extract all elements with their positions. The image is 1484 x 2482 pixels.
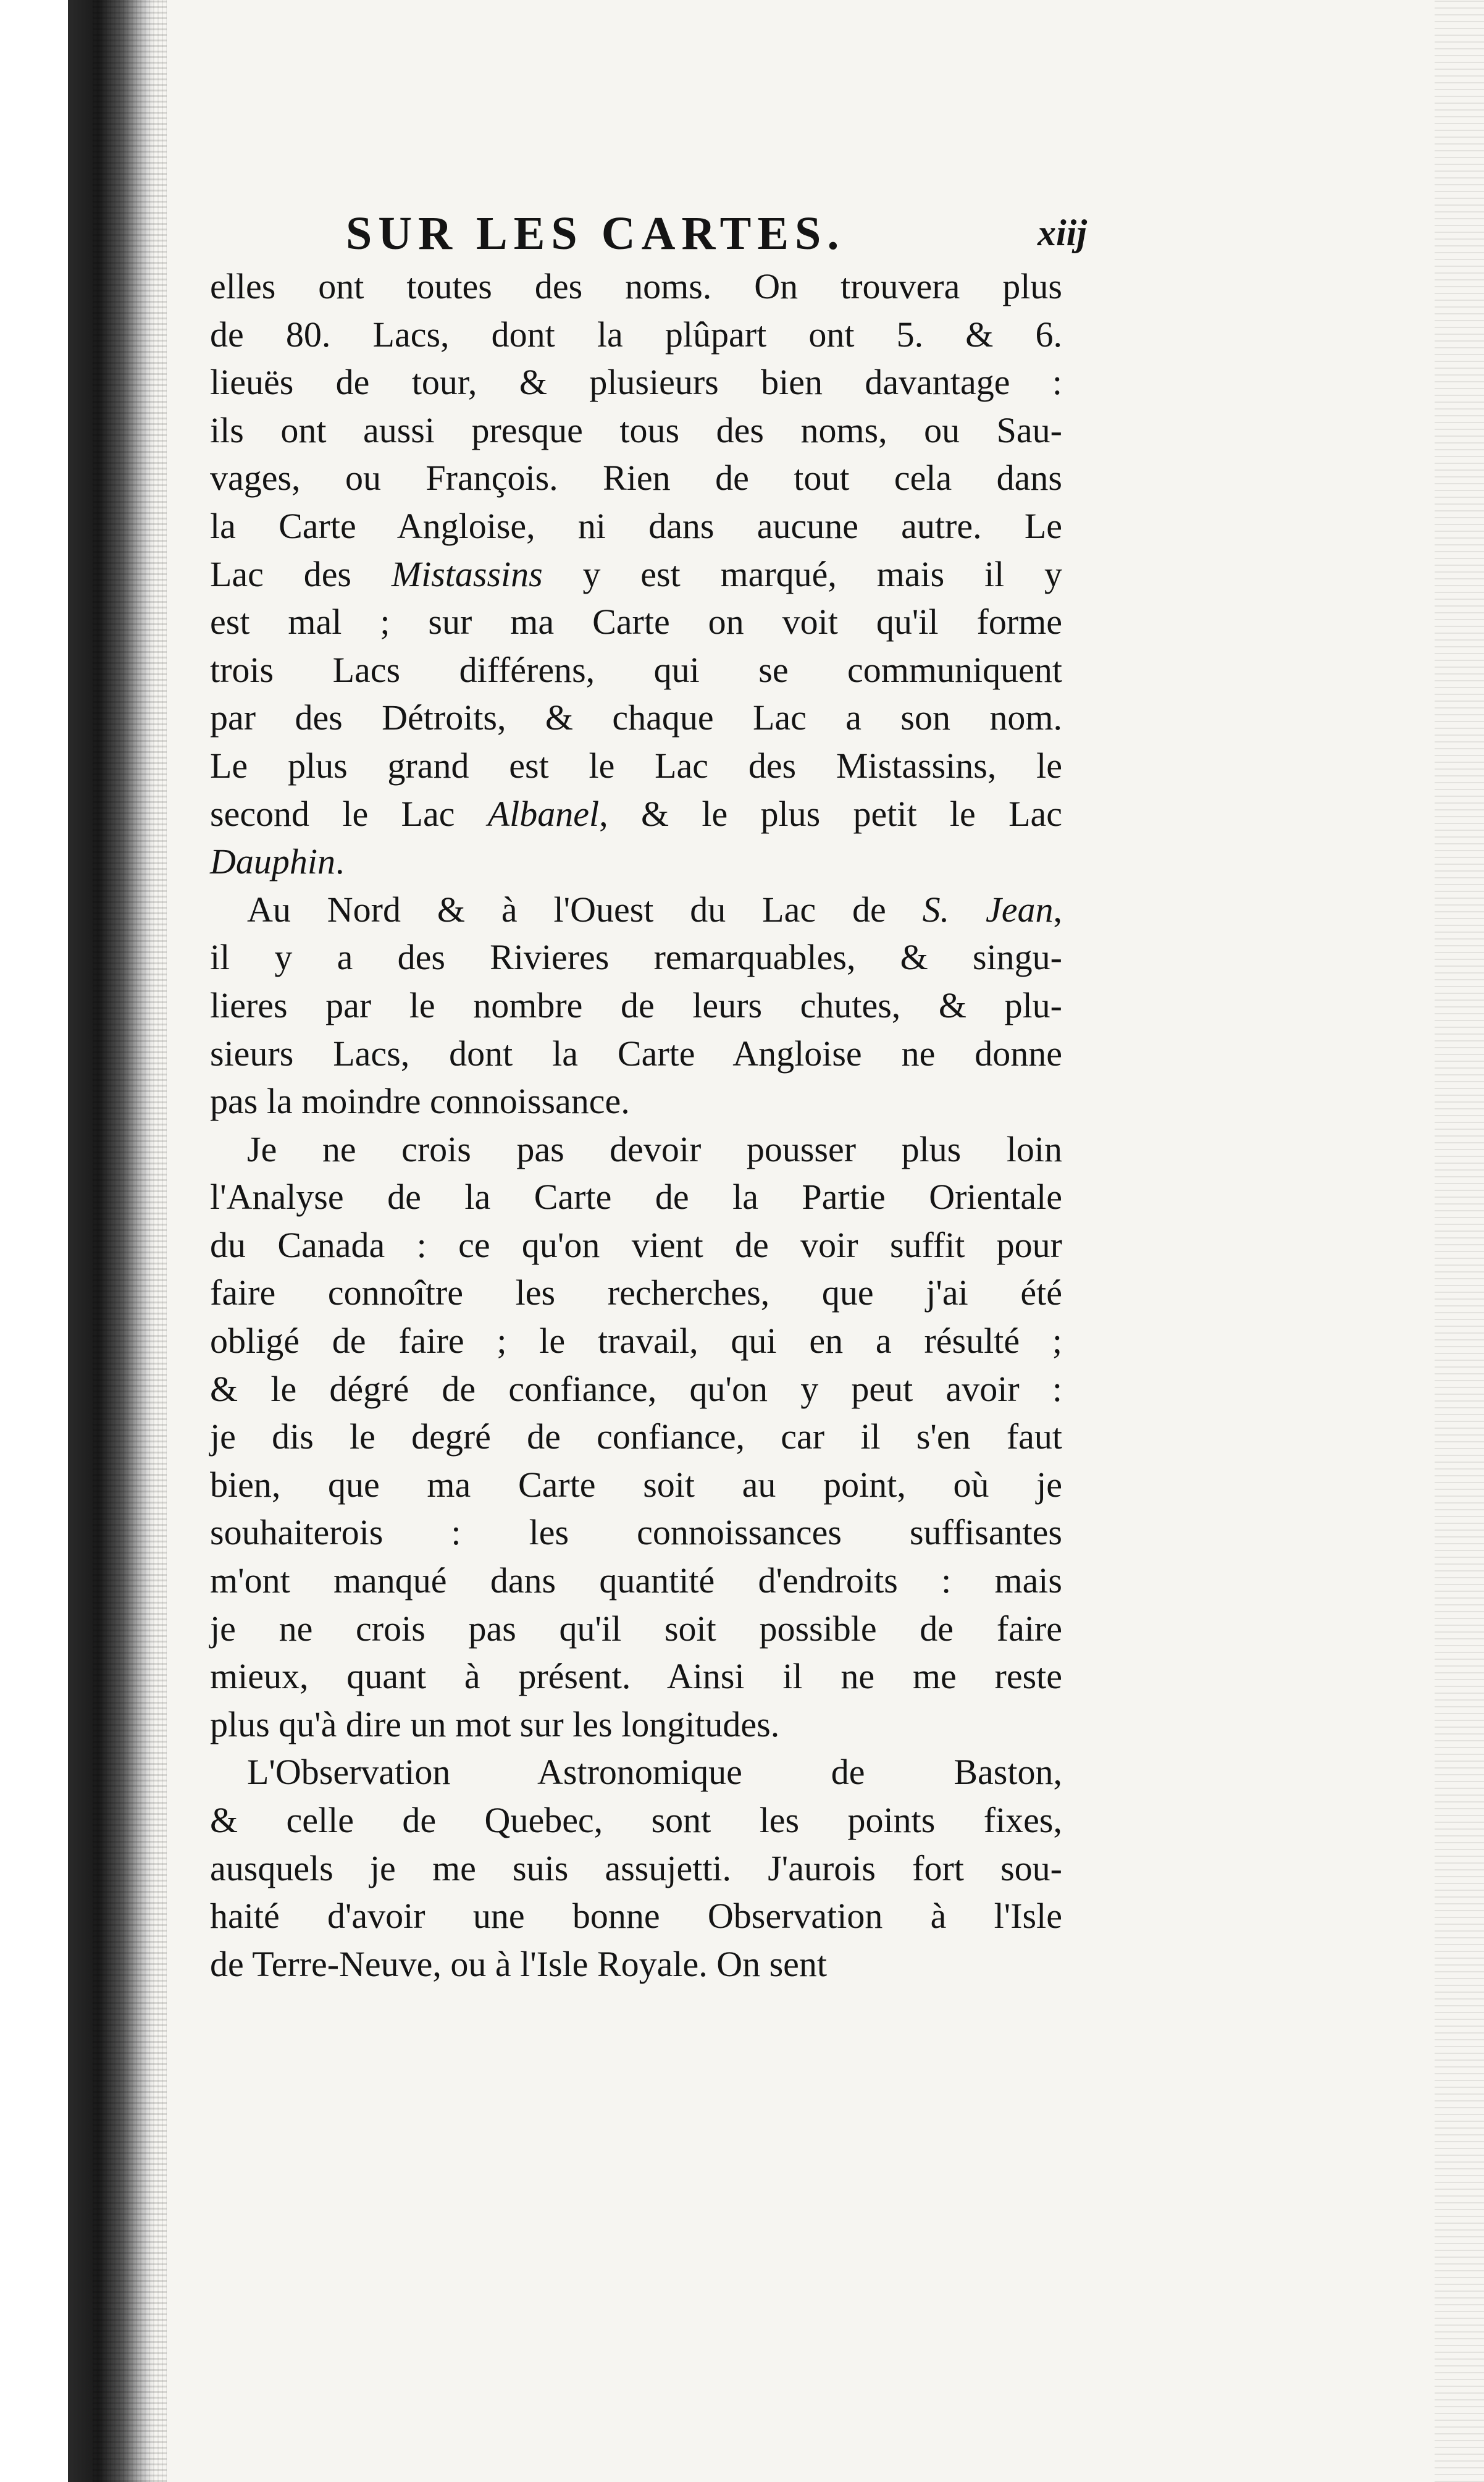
text-line — [210, 1892, 1062, 1940]
text-line — [210, 598, 1062, 646]
text-line — [210, 406, 1062, 455]
text-line — [210, 1413, 1062, 1461]
text-line — [210, 1173, 1062, 1221]
text-line — [210, 1030, 1062, 1078]
text-run: l'Analyse de la Carte de la Partie Orientale — [210, 1177, 1062, 1218]
italic-text: Dauphin — [210, 841, 335, 882]
paragraph — [210, 1748, 1062, 1988]
italic-text: Mistassins — [391, 553, 543, 594]
text-run: . — [335, 841, 345, 882]
binding-shadow — [93, 0, 167, 2482]
text-line — [210, 454, 1062, 502]
text-line — [210, 550, 1062, 599]
text-run: m'ont manqué dans quantité d'endroits : mais — [210, 1560, 1062, 1601]
page-edge-texture — [1435, 0, 1484, 2482]
text-line — [210, 1221, 1062, 1269]
text-run: du Canada : ce qu'on vient de voir suffit pour — [210, 1224, 1062, 1265]
text-line — [210, 694, 1062, 742]
text-line — [210, 1701, 1062, 1749]
text-run: ausquels je me suis assujetti. J'aurois fort sou- — [210, 1848, 1062, 1888]
text-line — [210, 1557, 1062, 1605]
italic-text: Albanel — [487, 793, 600, 834]
text-run: bien, que ma Carte soit au point, où je — [210, 1464, 1062, 1505]
text-line — [210, 1269, 1062, 1317]
text-run: haité d'avoir une bonne Observation à l'Isle — [210, 1896, 1062, 1937]
text-run: y est marqué, mais il y — [542, 553, 1062, 594]
text-line — [210, 1508, 1062, 1557]
text-line — [210, 1940, 1062, 1988]
text-run: & celle de Quebec, sont les points fixes, — [210, 1800, 1062, 1840]
text-run: second le Lac — [210, 793, 488, 834]
text-run: est mal ; sur ma Carte on voit qu'il forme — [210, 602, 1062, 642]
text-run: elles ont toutes des noms. On trouvera plus — [210, 266, 1062, 306]
text-run: Je ne crois pas devoir pousser plus loin — [247, 1129, 1062, 1169]
text-line — [210, 1125, 1062, 1174]
text-line — [210, 982, 1062, 1030]
body-text — [210, 263, 1062, 1988]
text-line — [210, 933, 1062, 982]
text-line — [210, 1461, 1062, 1509]
italic-text: S. Jean — [922, 889, 1054, 930]
text-line — [210, 1365, 1062, 1413]
text-line — [210, 1652, 1062, 1701]
text-line — [210, 358, 1062, 406]
text-run: de Terre-Neuve, ou à l'Isle Royale. On sent — [210, 1943, 828, 1984]
text-run: Au Nord & à l'Ouest du Lac de — [247, 889, 923, 930]
text-run: souhaiterois : les connoissances suffisantes — [210, 1512, 1062, 1553]
paragraph — [210, 1125, 1062, 1749]
text-run: il y a des Rivieres remarquables, & singu- — [210, 937, 1062, 978]
text-run: L'Observation Astronomique de Baston, — [247, 1752, 1062, 1793]
text-line — [210, 1317, 1062, 1365]
text-run: je dis le degré de confiance, car il s'en faut — [210, 1416, 1062, 1457]
text-run: obligé de faire ; le travail, qui en a résulté ; — [210, 1321, 1062, 1361]
text-line — [210, 311, 1062, 359]
page-header — [346, 207, 1087, 269]
text-run: Le plus grand est le Lac des Mistassins, le — [210, 745, 1062, 786]
text-run: trois Lacs différens, qui se communiquent — [210, 649, 1062, 690]
text-line — [210, 646, 1062, 694]
text-run: Lac des — [210, 553, 392, 594]
paragraph — [210, 263, 1062, 886]
text-line — [210, 838, 1062, 886]
text-run: pas la moindre connoissance. — [210, 1081, 630, 1122]
text-run: & le dégré de confiance, qu'on y peut avoir : — [210, 1368, 1062, 1409]
running-title: SUR LES CARTES. — [346, 208, 845, 259]
page-number: xiij — [1037, 212, 1087, 253]
text-run: la Carte Angloise, ni dans aucune autre. Le — [210, 505, 1062, 546]
text-line — [210, 1748, 1062, 1796]
text-line — [210, 790, 1062, 838]
text-run: ils ont aussi presque tous des noms, ou Sau- — [210, 410, 1062, 450]
paragraph — [210, 886, 1062, 1125]
text-run: par des Détroits, & chaque Lac a son nom. — [210, 697, 1062, 738]
text-run: je ne crois pas qu'il soit possible de faire — [210, 1608, 1062, 1649]
text-line — [210, 742, 1062, 790]
text-run: vages, ou François. Rien de tout cela dans — [210, 458, 1062, 499]
text-line — [210, 1605, 1062, 1653]
text-run: lieres par le nombre de leurs chutes, & plu- — [210, 985, 1062, 1025]
text-run: , — [1053, 889, 1062, 930]
text-run: mieux, quant à présent. Ainsi il ne me reste — [210, 1656, 1062, 1697]
text-run: , & le plus petit le Lac — [599, 793, 1062, 834]
text-line — [210, 263, 1062, 311]
text-line — [210, 886, 1062, 934]
text-line — [210, 1845, 1062, 1893]
text-run: lieuës de tour, & plusieurs bien davantage : — [210, 362, 1062, 403]
text-line — [210, 502, 1062, 550]
text-line — [210, 1796, 1062, 1845]
text-run: sieurs Lacs, dont la Carte Angloise ne donne — [210, 1033, 1062, 1074]
text-run: plus qu'à dire un mot sur les longitudes. — [210, 1704, 780, 1744]
text-run: de 80. Lacs, dont la plûpart ont 5. & 6. — [210, 314, 1062, 355]
text-line — [210, 1077, 1062, 1125]
text-run: faire connoître les recherches, que j'ai été — [210, 1273, 1062, 1313]
